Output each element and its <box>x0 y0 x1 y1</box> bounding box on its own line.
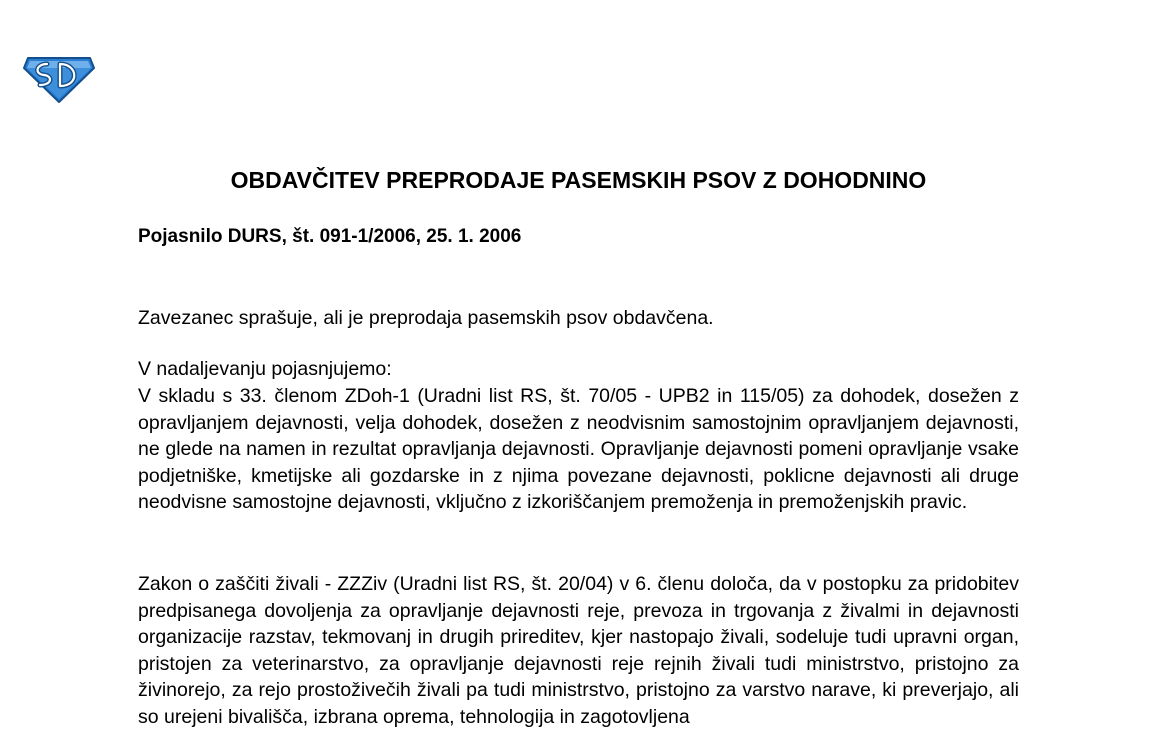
document-subtitle: Pojasnilo DURS, št. 091-1/2006, 25. 1. 2006 <box>138 226 522 247</box>
document-title: OBDAVČITEV PREPRODAJE PASEMSKIH PSOV Z DOHODNINO <box>230 167 927 193</box>
paragraph-zdoh: V skladu s 33. členom ZDoh-1 (Uradni list RS, št. 70/05 - UPB2 in 115/05) za dohodek, dosežen z opravljanjem dejavnosti, velja dohodek, dosežen z neodvisnim samostojnim opravljanjem dejavnosti, ne glede na namen in rezultat opravljanja dejavnosti. Opravljanje dejavnosti pomeni opravljanje vsake podjetniške, kmetijske ali gozdarske in z njima povezane dejavnosti, poklicne dejavnosti ali druge neodvisne samostojne dejavnosti, vključno z izkoriščanjem premoženja in premoženjskih pravic. <box>138 385 1019 514</box>
sd-diamond-logo-icon <box>22 48 96 104</box>
paragraph-zzziv: Zakon o zaščiti živali - ZZZiv (Uradni list RS, št. 20/04) v 6. členu določa, da v postopku za pridobitev predpisanega dovoljenja za opravljanje dejavnosti reje, prevoza in trgovanja z živalmi in dejavnosti organizacije razstav, tekmovanj in drugih prireditev, kjer nastopajo živali, sodeluje tudi upravni organ, pristojen za veterinarstvo, za opravljanje dejavnosti reje rejnih živali tudi ministrstvo, pristojno za živinorejo, za rejo prostoživečih živali pa tudi ministrstvo, pristojno za varstvo narave, ki preverjajo, ali so urejeni bivališča, izbrana oprema, tehnologija in zagotovljena <box>138 573 1019 728</box>
paragraph-lead: V nadaljevanju pojasnjujemo: <box>138 358 392 380</box>
paragraph-intro: Zavezanec sprašuje, ali je preprodaja pasemskih psov obdavčena. <box>138 307 714 329</box>
logo <box>22 48 96 104</box>
